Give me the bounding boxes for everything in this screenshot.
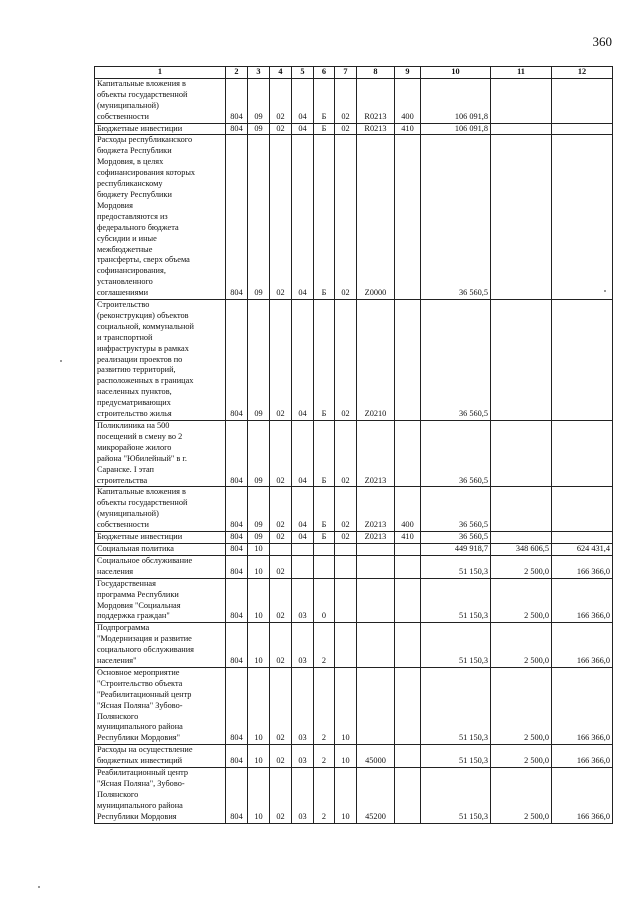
row-cell-c9 — [395, 745, 421, 768]
table-row — [95, 532, 613, 544]
row-cell-c9 — [395, 623, 421, 668]
row-cell-c4: 02 — [270, 623, 292, 668]
row-cell-c7: 10 — [335, 768, 357, 824]
row-cell-c4: 02 — [270, 135, 292, 300]
row-cell-c6: 0 — [314, 578, 335, 623]
column-header: 5 — [292, 67, 314, 79]
row-cell-c5: 04 — [292, 78, 314, 123]
row-cell-c12: 166 366,0 — [552, 745, 613, 768]
row-cell-c5: 04 — [292, 421, 314, 487]
row-cell-c8: Z0210 — [357, 300, 395, 421]
table-row — [95, 578, 613, 623]
row-cell-c11: 2 500,0 — [491, 768, 552, 824]
row-name-cell: Социальная политика — [95, 543, 226, 555]
row-cell-c12 — [552, 421, 613, 487]
row-cell-c12: 166 366,0 — [552, 768, 613, 824]
row-cell-c10: 106 091,8 — [421, 78, 491, 123]
row-cell-c6: 2 — [314, 745, 335, 768]
row-cell-c7: 02 — [335, 135, 357, 300]
row-cell-c2: 804 — [226, 667, 248, 744]
row-cell-c11 — [491, 300, 552, 421]
row-cell-c3: 09 — [248, 300, 270, 421]
row-cell-c4: 02 — [270, 555, 292, 578]
column-header: 7 — [335, 67, 357, 79]
column-header: 8 — [357, 67, 395, 79]
row-cell-c10: 36 560,5 — [421, 532, 491, 544]
row-cell-c9 — [395, 421, 421, 487]
row-cell-c7: 02 — [335, 421, 357, 487]
row-cell-c3: 09 — [248, 532, 270, 544]
row-cell-c8: 45000 — [357, 745, 395, 768]
row-cell-c8 — [357, 543, 395, 555]
row-cell-c10: 51 150,3 — [421, 578, 491, 623]
row-cell-c12: 166 366,0 — [552, 578, 613, 623]
row-cell-c9 — [395, 667, 421, 744]
row-cell-c8: R0213 — [357, 123, 395, 135]
row-cell-c8 — [357, 623, 395, 668]
row-cell-c8 — [357, 555, 395, 578]
row-cell-c11: 348 606,5 — [491, 543, 552, 555]
row-cell-c2: 804 — [226, 421, 248, 487]
row-cell-c8: Z0213 — [357, 532, 395, 544]
row-cell-c2: 804 — [226, 123, 248, 135]
row-cell-c11 — [491, 421, 552, 487]
column-header: 4 — [270, 67, 292, 79]
row-name-cell: Социальное обслуживание населения — [95, 555, 226, 578]
row-name-cell: Строительство (реконструкция) объектов социальной, коммунальной и транспортной инфраструктуры в рамках реализации проектов по развитию территорий, расположенных в границах населенных пунктов, предусматривающих строительство жилья — [95, 300, 226, 421]
row-cell-c12 — [552, 123, 613, 135]
row-cell-c10: 51 150,3 — [421, 745, 491, 768]
row-cell-c7 — [335, 578, 357, 623]
row-cell-c3: 09 — [248, 421, 270, 487]
row-cell-c8: Z0000 — [357, 135, 395, 300]
row-cell-c10: 51 150,3 — [421, 555, 491, 578]
row-cell-c5: 03 — [292, 768, 314, 824]
row-cell-c5: 04 — [292, 300, 314, 421]
row-cell-c6 — [314, 543, 335, 555]
row-cell-c5: 04 — [292, 532, 314, 544]
row-name-cell: Бюджетные инвестиции — [95, 123, 226, 135]
scan-speck — [60, 360, 62, 362]
table-row — [95, 745, 613, 768]
row-cell-c5: 03 — [292, 667, 314, 744]
budget-table — [94, 66, 613, 824]
row-cell-c7: 02 — [335, 300, 357, 421]
row-cell-c7: 02 — [335, 532, 357, 544]
table-row — [95, 623, 613, 668]
row-cell-c3: 10 — [248, 578, 270, 623]
table-header-row — [95, 67, 613, 79]
row-cell-c7: 02 — [335, 78, 357, 123]
row-cell-c8: R0213 — [357, 78, 395, 123]
row-cell-c4: 02 — [270, 123, 292, 135]
row-cell-c11: 2 500,0 — [491, 578, 552, 623]
row-cell-c8: Z0213 — [357, 487, 395, 532]
row-cell-c2: 804 — [226, 745, 248, 768]
row-cell-c5: 04 — [292, 487, 314, 532]
column-header: 9 — [395, 67, 421, 79]
table-row — [95, 135, 613, 300]
row-cell-c8 — [357, 578, 395, 623]
row-cell-c12: 166 366,0 — [552, 667, 613, 744]
row-cell-c3: 10 — [248, 555, 270, 578]
row-cell-c5: 03 — [292, 745, 314, 768]
row-cell-c8: 45200 — [357, 768, 395, 824]
page-number: 360 — [592, 34, 612, 49]
row-cell-c7 — [335, 555, 357, 578]
row-cell-c4: 02 — [270, 487, 292, 532]
row-cell-c6: 2 — [314, 768, 335, 824]
table-body — [95, 78, 613, 823]
row-name-cell: Расходы республиканского бюджета Республики Мордовия, в целях софинансирования которых республиканскому бюджету Республики Мордовия предоставляются из федерального бюджета субсидии и иные межбюджетные трансферты, сверх объема софинансирования, установленного соглашениями — [95, 135, 226, 300]
row-cell-c10: 36 560,5 — [421, 300, 491, 421]
row-cell-c6: Б — [314, 300, 335, 421]
scan-speck — [604, 290, 606, 292]
row-cell-c4: 02 — [270, 532, 292, 544]
row-name-cell: Капитальные вложения в объекты государственной (муниципальной) собственности — [95, 487, 226, 532]
table-row — [95, 543, 613, 555]
row-cell-c3: 10 — [248, 667, 270, 744]
row-cell-c2: 804 — [226, 300, 248, 421]
row-cell-c10: 36 560,5 — [421, 135, 491, 300]
table-row — [95, 123, 613, 135]
column-header: 11 — [491, 67, 552, 79]
table-row — [95, 768, 613, 824]
row-cell-c12 — [552, 300, 613, 421]
row-cell-c11 — [491, 135, 552, 300]
column-header: 2 — [226, 67, 248, 79]
row-cell-c11 — [491, 123, 552, 135]
row-cell-c4: 02 — [270, 421, 292, 487]
row-cell-c12 — [552, 487, 613, 532]
column-header: 10 — [421, 67, 491, 79]
row-cell-c9: 400 — [395, 487, 421, 532]
row-cell-c6: Б — [314, 487, 335, 532]
row-cell-c4 — [270, 543, 292, 555]
row-cell-c10: 449 918,7 — [421, 543, 491, 555]
row-cell-c2: 804 — [226, 768, 248, 824]
row-cell-c12: 166 366,0 — [552, 623, 613, 668]
row-name-cell: Поликлиника на 500 посещений в смену во 2 микрорайоне жилого района "Юбилейный" в г. Саранске. I этап строительства — [95, 421, 226, 487]
row-cell-c4: 02 — [270, 667, 292, 744]
row-cell-c9 — [395, 300, 421, 421]
row-cell-c4: 02 — [270, 300, 292, 421]
row-cell-c10: 36 560,5 — [421, 421, 491, 487]
row-cell-c6 — [314, 555, 335, 578]
row-cell-c3: 10 — [248, 745, 270, 768]
row-cell-c3: 09 — [248, 123, 270, 135]
row-cell-c11 — [491, 487, 552, 532]
table-row — [95, 421, 613, 487]
row-cell-c5 — [292, 543, 314, 555]
row-cell-c3: 10 — [248, 543, 270, 555]
row-cell-c7: 10 — [335, 745, 357, 768]
row-cell-c9 — [395, 135, 421, 300]
row-cell-c4: 02 — [270, 745, 292, 768]
row-cell-c5: 04 — [292, 135, 314, 300]
row-cell-c11: 2 500,0 — [491, 745, 552, 768]
row-cell-c5 — [292, 555, 314, 578]
row-cell-c9: 410 — [395, 123, 421, 135]
row-cell-c7: 02 — [335, 487, 357, 532]
row-cell-c4: 02 — [270, 578, 292, 623]
table-row — [95, 667, 613, 744]
row-cell-c3: 09 — [248, 78, 270, 123]
row-cell-c2: 804 — [226, 578, 248, 623]
row-name-cell: Капитальные вложения в объекты государственной (муниципальной) собственности — [95, 78, 226, 123]
row-name-cell: Бюджетные инвестиции — [95, 532, 226, 544]
row-cell-c2: 804 — [226, 543, 248, 555]
table-row — [95, 555, 613, 578]
row-cell-c12: 166 366,0 — [552, 555, 613, 578]
row-cell-c7: 10 — [335, 667, 357, 744]
row-cell-c9: 400 — [395, 78, 421, 123]
row-cell-c6: 2 — [314, 667, 335, 744]
row-cell-c11: 2 500,0 — [491, 555, 552, 578]
row-name-cell: Расходы на осуществление бюджетных инвестиций — [95, 745, 226, 768]
row-cell-c2: 804 — [226, 487, 248, 532]
row-cell-c9 — [395, 543, 421, 555]
table-row — [95, 300, 613, 421]
row-cell-c9 — [395, 768, 421, 824]
row-cell-c7 — [335, 543, 357, 555]
row-cell-c2: 804 — [226, 532, 248, 544]
table-row — [95, 487, 613, 532]
row-cell-c7 — [335, 623, 357, 668]
row-cell-c7: 02 — [335, 123, 357, 135]
row-cell-c6: Б — [314, 123, 335, 135]
column-header: 12 — [552, 67, 613, 79]
row-cell-c3: 10 — [248, 768, 270, 824]
row-cell-c4: 02 — [270, 78, 292, 123]
row-cell-c6: Б — [314, 532, 335, 544]
row-cell-c3: 10 — [248, 623, 270, 668]
row-cell-c6: Б — [314, 135, 335, 300]
row-name-cell: Реабилитационный центр "Ясная Поляна", Зубово- Полянского муниципального района Республики Мордовия — [95, 768, 226, 824]
row-cell-c5: 04 — [292, 123, 314, 135]
table-row — [95, 78, 613, 123]
row-cell-c10: 51 150,3 — [421, 623, 491, 668]
row-cell-c5: 03 — [292, 578, 314, 623]
row-cell-c9 — [395, 555, 421, 578]
row-cell-c9 — [395, 578, 421, 623]
row-cell-c12 — [552, 135, 613, 300]
row-cell-c3: 09 — [248, 135, 270, 300]
row-cell-c12: 624 431,4 — [552, 543, 613, 555]
row-cell-c2: 804 — [226, 78, 248, 123]
scan-speck — [38, 886, 40, 888]
row-cell-c11: 2 500,0 — [491, 623, 552, 668]
row-cell-c6: Б — [314, 78, 335, 123]
row-name-cell: Государственная программа Республики Мордовия "Социальная поддержка граждан" — [95, 578, 226, 623]
row-cell-c12 — [552, 78, 613, 123]
column-header: 3 — [248, 67, 270, 79]
row-cell-c8: Z0213 — [357, 421, 395, 487]
row-cell-c10: 106 091,8 — [421, 123, 491, 135]
row-cell-c10: 51 150,3 — [421, 667, 491, 744]
row-cell-c2: 804 — [226, 623, 248, 668]
row-cell-c9: 410 — [395, 532, 421, 544]
row-cell-c2: 804 — [226, 555, 248, 578]
row-cell-c6: Б — [314, 421, 335, 487]
row-cell-c11: 2 500,0 — [491, 667, 552, 744]
row-cell-c4: 02 — [270, 768, 292, 824]
row-cell-c8 — [357, 667, 395, 744]
row-cell-c3: 09 — [248, 487, 270, 532]
row-cell-c12 — [552, 532, 613, 544]
row-cell-c10: 36 560,5 — [421, 487, 491, 532]
row-cell-c2: 804 — [226, 135, 248, 300]
row-cell-c11 — [491, 532, 552, 544]
row-cell-c5: 03 — [292, 623, 314, 668]
row-cell-c11 — [491, 78, 552, 123]
row-cell-c10: 51 150,3 — [421, 768, 491, 824]
column-header: 6 — [314, 67, 335, 79]
row-cell-c6: 2 — [314, 623, 335, 668]
row-name-cell: Подпрограмма "Модернизация и развитие социального обслуживания населения" — [95, 623, 226, 668]
column-header: 1 — [95, 67, 226, 79]
row-name-cell: Основное мероприятие "Строительство объекта "Реабилитационный центр "Ясная Поляна" Зубово- Полянского муниципального района Республики Мордовия" — [95, 667, 226, 744]
